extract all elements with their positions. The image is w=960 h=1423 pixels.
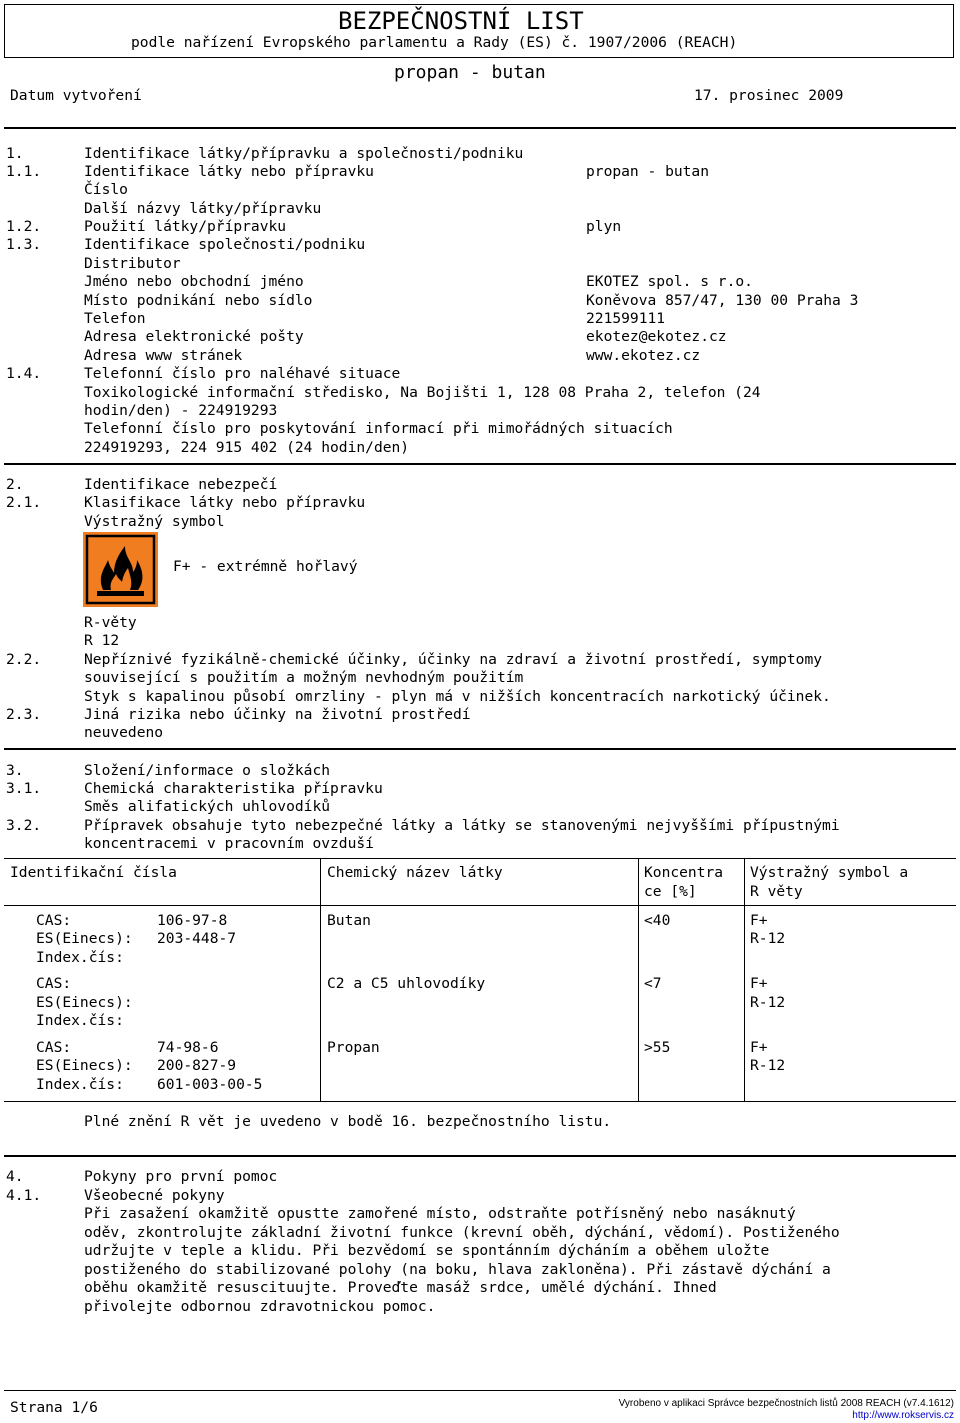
r-phrase-value: R-12	[750, 930, 786, 947]
first-aid-text-line: oděv, zkontrolujte základní životní funkce (krevní oběh, dýchání, vědomí). Postiženého	[84, 1224, 840, 1241]
section-3-number: 3.	[6, 762, 24, 779]
product-name: propan - butan	[394, 62, 546, 83]
substance-name: C2 a C5 uhlovodíky	[327, 975, 486, 992]
symbol-value: F+	[750, 1039, 768, 1056]
section-3-title: Složení/informace o složkách	[84, 762, 331, 779]
r-phrases-value: R 12	[84, 632, 120, 649]
subsection-title: Identifikace látky nebo přípravku	[84, 163, 374, 180]
generator-link[interactable]: http://www.rokservis.cz	[852, 1410, 954, 1421]
phone-label: Telefon	[84, 310, 146, 327]
substance-name: propan - butan	[586, 163, 710, 180]
subsection-title: související s použitím a možným nevhodným použitím	[84, 669, 524, 686]
index-label: Index.čís:	[36, 949, 124, 966]
document-title: BEZPEČNOSTNÍ LIST	[338, 7, 584, 35]
subsection-title: Nepříznivé fyzikálně-chemické účinky, účinky na zdraví a životní prostředí, symptomy	[84, 651, 823, 668]
section-divider	[4, 1155, 956, 1157]
subsection-number: 2.2.	[6, 651, 42, 668]
index-label: Index.čís:	[36, 1012, 124, 1029]
subsection-title: Použití látky/přípravku	[84, 218, 287, 235]
generator-note: Vyrobeno v aplikaci Správce bezpečnostních listů 2008 REACH (v7.4.1612)	[618, 1398, 954, 1409]
subsection-title: Všeobecné pokyny	[84, 1187, 225, 1204]
subsection-number: 1.1.	[6, 163, 42, 180]
index-label: Index.čís:	[36, 1076, 124, 1093]
section-1-title: Identifikace látky/přípravku a společnosti/podniku	[84, 145, 524, 162]
table-column-border	[744, 858, 745, 1101]
toxicology-center-text: hodin/den) - 224919293	[84, 402, 278, 419]
subsection-title: Přípravek obsahuje tyto nebezpečné látky a látky se stanovenými nejvyššími přípustnými	[84, 817, 840, 834]
first-aid-text-line: postiženého do stabilizované polohy (na boku, hlava zakloněna). Při zástavě dýchání a	[84, 1261, 831, 1278]
warning-symbol-label: Výstražný symbol	[84, 513, 225, 530]
other-risks-value: neuvedeno	[84, 724, 164, 741]
table-column-border	[320, 858, 321, 1101]
table-column-border	[638, 858, 639, 1101]
use-value: plyn	[586, 218, 622, 235]
cas-label: CAS:	[36, 912, 72, 929]
email-value[interactable]: ekotez@ekotez.cz	[586, 328, 727, 345]
other-names-label: Další názvy látky/přípravku	[84, 200, 322, 217]
effects-text: Styk s kapalinou působí omrzliny - plyn má v nižších koncentracích narkotický účinek.	[84, 688, 831, 705]
toxicology-center-text: Toxikologické informační středisko, Na Bojišti 1, 128 08 Praha 2, telefon (24	[84, 384, 761, 401]
substance-name: Butan	[327, 912, 371, 929]
ec-value: 203-448-7	[157, 930, 237, 947]
r-phrase-value: R-12	[750, 1057, 786, 1074]
subsection-title: Jiná rizika nebo účinky na životní prostředí	[84, 706, 471, 723]
table-header-border	[4, 905, 956, 906]
substance-name: Propan	[327, 1039, 380, 1056]
first-aid-text-line: přivolejte odbornou zdravotnickou pomoc.	[84, 1298, 436, 1315]
subsection-number: 2.1.	[6, 494, 42, 511]
r-phrase-value: R-12	[750, 994, 786, 1011]
document-subtitle: podle nařízení Evropského parlamentu a Rady (ES) č. 1907/2006 (REACH)	[131, 34, 738, 51]
section-divider	[4, 463, 956, 465]
concentration-value: <40	[644, 912, 671, 929]
index-value: 601-003-00-5	[157, 1076, 263, 1093]
table-header-symbol: R věty	[750, 883, 803, 900]
subsection-number: 1.2.	[6, 218, 42, 235]
table-bottom-border	[4, 1101, 956, 1102]
email-label: Adresa elektronické pošty	[84, 328, 304, 345]
date-label: Datum vytvoření	[10, 87, 142, 104]
subsection-number: 3.1.	[6, 780, 42, 797]
section-divider	[4, 748, 956, 750]
cas-label: CAS:	[36, 1039, 72, 1056]
number-label: Číslo	[84, 181, 128, 198]
first-aid-text-line: oběhu okamžitě resuscituujte. Proveďte masáž srdce, umělé dýchání. Ihned	[84, 1279, 717, 1296]
footer-divider	[4, 1390, 956, 1391]
subsection-title: Identifikace společnosti/podniku	[84, 236, 366, 253]
table-top-border	[4, 858, 956, 859]
table-header-name: Chemický název látky	[327, 864, 503, 881]
section-divider	[4, 127, 956, 129]
symbol-value: F+	[750, 912, 768, 929]
distributor-label: Distributor	[84, 255, 181, 272]
table-header-symbol: Výstražný symbol a	[750, 864, 909, 881]
address-value: Koněvova 857/47, 130 00 Praha 3	[586, 292, 859, 309]
company-name-label: Jméno nebo obchodní jméno	[84, 273, 304, 290]
emergency-info-title: Telefonní číslo pro poskytování informací při mimořádných situacích	[84, 420, 673, 437]
symbol-value: F+	[750, 975, 768, 992]
subsection-number: 4.1.	[6, 1187, 42, 1204]
first-aid-text-line: udržujte v teple a klidu. Při bezvědomí se spontánním dýcháním a oběhem uložte	[84, 1242, 770, 1259]
company-name-value: EKOTEZ spol. s r.o.	[586, 273, 753, 290]
date-value: 17. prosinec 2009	[694, 87, 844, 104]
emergency-info-value: 224919293, 224 915 402 (24 hodin/den)	[84, 439, 410, 456]
page-number: Strana 1/6	[10, 1399, 98, 1416]
subsection-title: Klasifikace látky nebo přípravku	[84, 494, 366, 511]
table-header-id: Identifikační čísla	[10, 864, 177, 881]
phone-value: 221599111	[586, 310, 666, 327]
ec-label: ES(Einecs):	[36, 994, 133, 1011]
section-4-number: 4.	[6, 1168, 24, 1185]
cas-value: 106-97-8	[157, 912, 228, 929]
section-2-title: Identifikace nebezpečí	[84, 476, 278, 493]
section-4-title: Pokyny pro první pomoc	[84, 1168, 278, 1185]
concentration-value: >55	[644, 1039, 671, 1056]
hazard-class-text: F+ - extrémně hořlavý	[173, 558, 358, 575]
chemical-characteristic: Směs alifatických uhlovodíků	[84, 798, 331, 815]
ec-label: ES(Einecs):	[36, 930, 133, 947]
website-label: Adresa www stránek	[84, 347, 243, 364]
subsection-number: 3.2.	[6, 817, 42, 834]
ec-label: ES(Einecs):	[36, 1057, 133, 1074]
ec-value: 200-827-9	[157, 1057, 237, 1074]
subsection-number: 1.3.	[6, 236, 42, 253]
first-aid-text-line: Při zasažení okamžitě opustte zamořené místo, odstraňte potřísněný nebo nasáknutý	[84, 1205, 796, 1222]
website-value[interactable]: www.ekotez.cz	[586, 347, 701, 364]
table-header-concentration: ce [%]	[644, 883, 697, 900]
subsection-number: 2.3.	[6, 706, 42, 723]
r-phrases-note: Plné znění R vět je uvedeno v bodě 16. bezpečnostního listu.	[84, 1113, 612, 1130]
subsection-title: Chemická charakteristika přípravku	[84, 780, 383, 797]
section-2-number: 2.	[6, 476, 24, 493]
section-1-number: 1.	[6, 145, 24, 162]
r-phrases-label: R-věty	[84, 614, 137, 631]
flame-icon	[83, 532, 158, 607]
subsection-number: 1.4.	[6, 365, 42, 382]
concentration-value: <7	[644, 975, 662, 992]
cas-value: 74-98-6	[157, 1039, 219, 1056]
table-header-concentration: Koncentra	[644, 864, 724, 881]
cas-label: CAS:	[36, 975, 72, 992]
address-label: Místo podnikání nebo sídlo	[84, 292, 313, 309]
subsection-title: koncentracemi v pracovním ovzduší	[84, 835, 374, 852]
subsection-title: Telefonní číslo pro naléhavé situace	[84, 365, 401, 382]
